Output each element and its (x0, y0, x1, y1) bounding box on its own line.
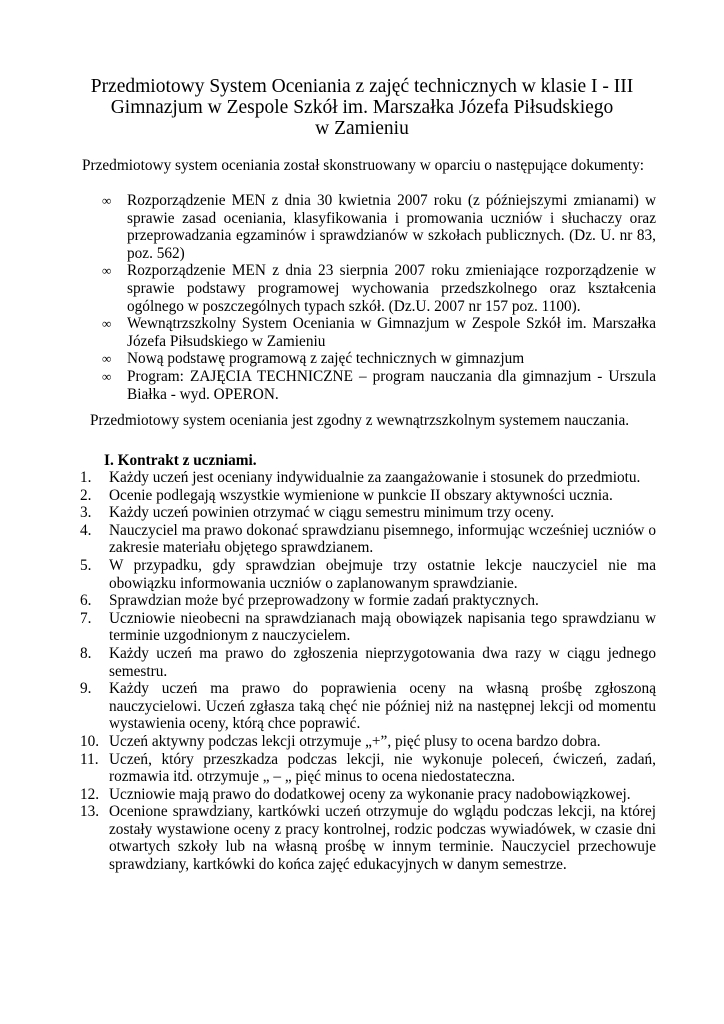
rule-number: 1. (80, 469, 92, 486)
title-line-2: Gimnazjum w Zespole Szkół im. Marszałka Józefa Piłsudskiego (110, 97, 614, 118)
infinity-bullet-icon: ∞ (102, 316, 112, 332)
rule-text: Uczeń aktywny podczas lekcji otrzymuje „+”, pięć plusy to ocena bardzo dobra. (109, 732, 601, 750)
document-text: Program: ZAJĘCIA TECHNICZNE – program nauczania dla gimnazjum - Urszula Białka - wyd. OPERON. (127, 367, 656, 403)
rule-item (80, 504, 656, 522)
rule-item (80, 487, 656, 505)
rule-text: Uczeń, który przeszkadza podczas lekcji, nie wykonuje poleceń, ćwiczeń, zadań, rozmawia itd. otrzymuje „ – „ pięć minus to ocena niedostateczna. (109, 750, 656, 786)
rule-item (80, 592, 656, 610)
title-line-1: Przedmiotowy System Oceniania z zajęć technicznych w klasie I - III (90, 76, 634, 97)
document-item (100, 192, 656, 262)
document-text: Rozporządzenie MEN z dnia 23 sierpnia 2007 roku zmieniające rozporządzenie w sprawie podstawy programowej wychowania przedszkolnego oraz kształcenia ogólnego w poszczególnych typach szkół. (Dz.U. 2007 nr 157 poz. 1100). (127, 262, 656, 315)
rule-item (80, 610, 656, 645)
document-item (100, 262, 656, 315)
rule-text: Uczniowie mają prawo do dodatkowej oceny za wykonanie pracy nadobowiązkowej. (109, 785, 631, 803)
document-item (100, 368, 656, 403)
rule-text: Nauczyciel ma prawo dokonać sprawdzianu pisemnego, informując wcześniej uczniów o zakresie materiału objętego sprawdzianem. (109, 521, 656, 557)
rule-number: 2. (80, 486, 92, 504)
rule-number: 3. (80, 504, 92, 522)
rule-text: Każdy uczeń jest oceniany indywidualnie za zaangażowanie i stosunek do przedmiotu. (109, 469, 641, 486)
rule-item (80, 786, 656, 804)
rule-text: Sprawdzian może być przeprowadzony w formie zadań praktycznych. (109, 592, 539, 610)
page-title (60, 76, 664, 139)
intro-paragraph: Przedmiotowy system oceniania został skonstruowany w oparciu o następujące dokumenty: (82, 157, 645, 174)
rule-text: Każdy uczeń powinien otrzymać w ciągu semestru minimum trzy oceny. (109, 504, 555, 522)
rule-item (80, 680, 656, 733)
rule-number: 4. (80, 521, 92, 539)
rule-item (80, 803, 656, 873)
document-item (100, 315, 656, 350)
rule-item (80, 557, 656, 592)
title-line-3: w Zamieniu (315, 118, 409, 139)
rule-number: 11. (80, 750, 99, 768)
document-text: Nową podstawę programową z zajęć technicznych w gimnazjum (127, 350, 525, 368)
rule-number: 5. (80, 556, 92, 574)
rules-list (80, 469, 656, 874)
infinity-bullet-icon: ∞ (102, 351, 112, 367)
infinity-bullet-icon: ∞ (102, 193, 112, 208)
rule-text: Ocenione sprawdziany, kartkówki uczeń otrzymuje do wglądu podczas lekcji, na której zostały wystawione oceny z pracy kontrolnej, rodzic podczas wywiadówek, w czasie dni otwartych szkoły lub na własną prośbę w innym terminie. Nauczyciel przechowuje sprawdziany, kartkówki do końca zajęć edukacyjnych w danym semestrze. (109, 803, 656, 874)
rule-text: Uczniowie nieobecni na sprawdzianach mają obowiązek napisania tego sprawdzianu w terminie uzgodnionym z nauczycielem. (109, 609, 656, 645)
rule-text: Ocenie podlegają wszystkie wymienione w punkcie II obszary aktywności ucznia. (109, 486, 613, 504)
document-text: Rozporządzenie MEN z dnia 30 kwietnia 2007 roku (z późniejszymi zmianami) w sprawie zasad oceniania, klasyfikowania i promowania uczniów i słuchaczy oraz przeprowadzania egzaminów i sprawdzianów w szkołach publicznych. (Dz. U. nr 83, poz. 562) (127, 192, 656, 262)
rule-item (80, 733, 656, 751)
rule-text: Każdy uczeń ma prawo do poprawienia oceny na własną prośbę zgłoszoną nauczycielowi. Uczeń zgłasza taką chęć nie później niż na następnej lekcji od momentu wystawienia oceny, którą chce poprawić. (109, 680, 656, 733)
rule-item (80, 751, 656, 786)
consistency-note: Przedmiotowy system oceniania jest zgodny z wewnątrzszkolnym systemem nauczania. (90, 412, 630, 429)
rule-number: 13. (80, 803, 100, 821)
section-heading: I. Kontrakt z uczniami. (104, 452, 257, 469)
rule-item (80, 645, 656, 680)
rule-text: W przypadku, gdy sprawdzian obejmuje trzy ostatnie lekcje nauczyciel nie ma obowiązku informowania uczniów o zaplanowanym sprawdzianie. (109, 556, 656, 592)
infinity-bullet-icon: ∞ (102, 263, 112, 279)
rule-text: Każdy uczeń ma prawo do zgłoszenia nieprzygotowania dwa razy w ciągu jednego semestru. (109, 644, 656, 680)
rule-number: 9. (80, 680, 92, 698)
rule-item (80, 469, 656, 487)
rule-number: 6. (80, 592, 92, 610)
documents-list (100, 192, 656, 403)
rule-number: 12. (80, 785, 100, 803)
document-item (100, 350, 656, 368)
rule-number: 8. (80, 644, 92, 662)
infinity-bullet-icon: ∞ (102, 368, 112, 384)
document-text: Wewnątrzszkolny System Oceniania w Gimnazjum w Zespole Szkół im. Marszałka Józefa Piłsudskiego w Zamieniu (127, 315, 656, 350)
rule-item (80, 522, 656, 557)
rule-number: 7. (80, 609, 92, 627)
rule-number: 10. (80, 732, 100, 750)
